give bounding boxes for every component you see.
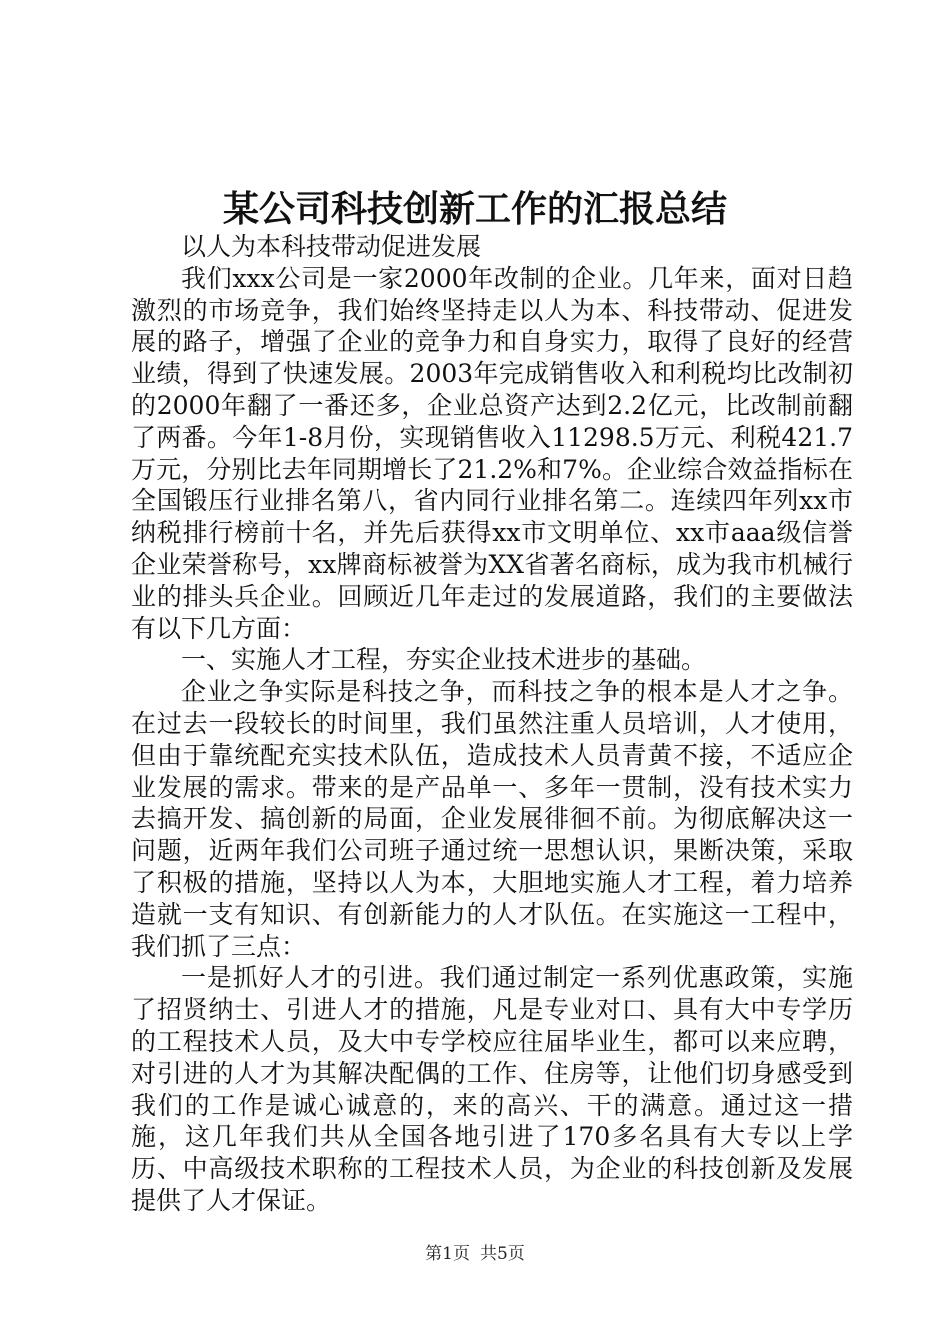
page-total: 共5页 xyxy=(480,1244,525,1264)
page-number: 第1页 xyxy=(425,1244,470,1264)
body-paragraph: 一是抓好人才的引进。我们通过制定一系列优惠政策，实施了招贤纳士、引进人才的措施，凡是专业对口、具有大中专学历的工程技术人员，及大中专学校应往届毕业生，都可以来应聘，对引进的人才为其解决配偶的工作、住房等，让他们切身感受到我们的工作是诚心诚意的，来的高兴、干的满意。通过这一措施，这几年我们共从全国各地引进了170多名具有大专以上学历、中高级技术职称的工程技术人员，为企业的科技创新及发展提供了人才保证。 xyxy=(131,963,853,1215)
subtitle-paragraph: 以人为本科技带动促进发展 xyxy=(181,232,482,261)
intro-paragraph: 我们xxx公司是一家2000年改制的企业。几年来，面对日趋激烈的市场竞争，我们始终坚持走以人为本、科技带动、促进发展的路子，增强了企业的竞争力和自身实力，取得了良好的经营业绩，得到了快速发展。2003年完成销售收入和利税均比改制初的2000年翻了一番还多，企业总资产达到2.2亿元，比改制前翻了两番。今年1-8月份，实现销售收入11298.5万元、利税421.7万元，分别比去年同期增长了21.2%和7%。企业综合效益指标在全国锻压行业排名第八，省内同行业排名第二。连续四年列xx市纳税排行榜前十名，并先后获得xx市文明单位、xx市aaa级信誉企业荣誉称号，xx牌商标被誉为XX省著名商标，成为我市机械行业的排头兵企业。回顾近几年走过的发展道路，我们的主要做法有以下几方面： xyxy=(131,263,853,643)
section-heading-paragraph: 一、实施人才工程，夯实企业技术进步的基础。 xyxy=(181,645,707,675)
document-body xyxy=(131,231,853,1217)
document-title: 某公司科技创新工作的汇报总结 xyxy=(222,188,727,230)
page-footer xyxy=(0,1242,950,1266)
body-paragraph: 企业之争实际是科技之争，而科技之争的根本是人才之争。在过去一段较长的时间里，我们虽然注重人员培训，人才使用，但由于靠统配充实技术队伍，造成技术人员青黄不接，不适应企业发展的需求。带来的是产品单一、多年一贯制，没有技术实力去搞开发、搞创新的局面，企业发展徘徊不前。为彻底解决这一问题，近两年我们公司班子通过统一思想认识，果断决策，采取了积极的措施，坚持以人为本，大胆地实施人才工程，着力培养造就一支有知识、有创新能力的人才队伍。在实施这一工程中，我们抓了三点： xyxy=(131,677,853,961)
